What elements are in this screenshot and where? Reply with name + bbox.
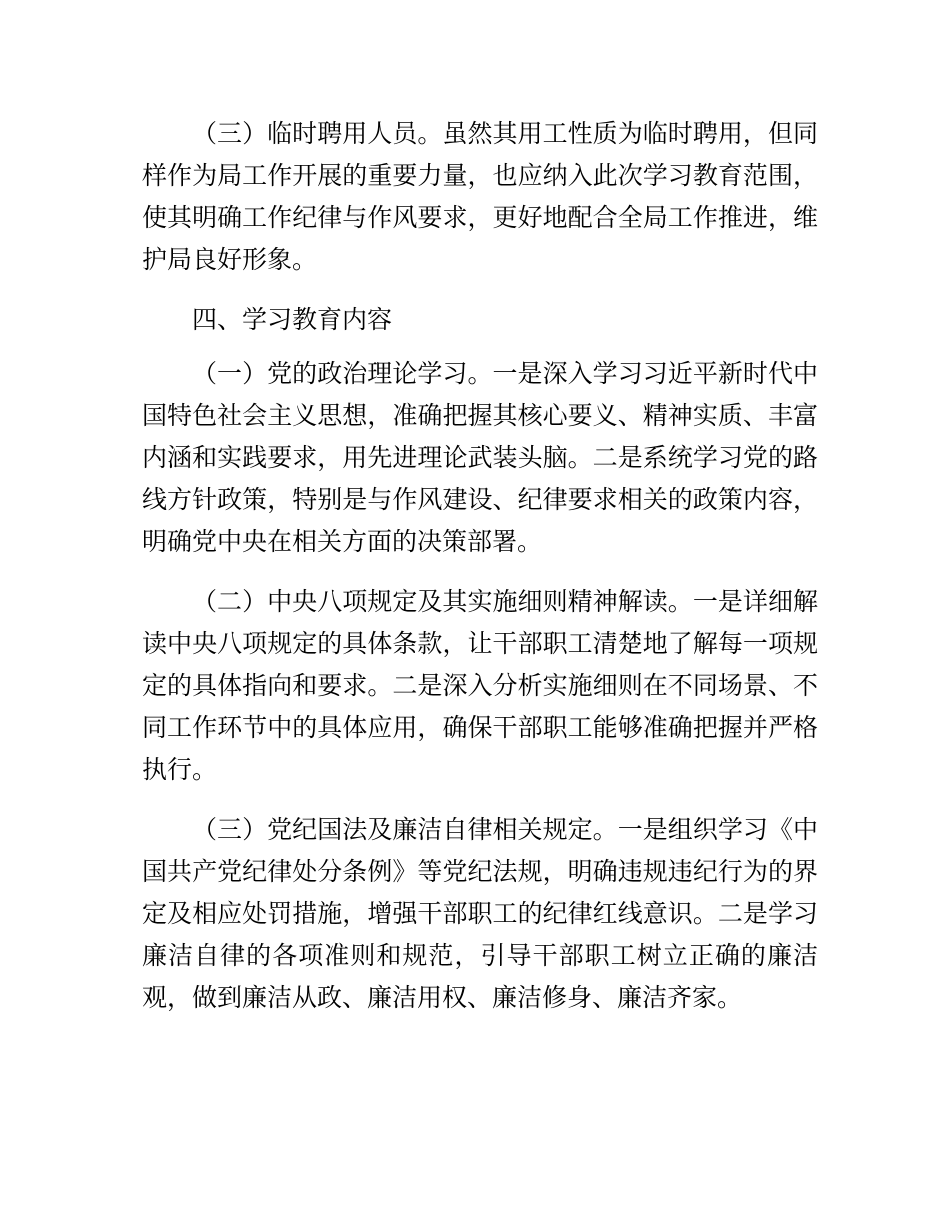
document-body bbox=[142, 113, 818, 1019]
paragraph-party-discipline-integrity: （三）党纪国法及廉洁自律相关规定。一是组织学习《中国共产党纪律处分条例》等党纪法规，明确违规违纪行为的界定及相应处罚措施，增强干部职工的纪律红线意识。二是学习廉洁自律的各项准则和规范，引导干部职工树立正确的廉洁观，做到廉洁从政、廉洁用权、廉洁修身、廉洁齐家。 bbox=[142, 816, 818, 1012]
paragraph-eight-point-regulations: （二）中央八项规定及其实施细则精神解读。一是详细解读中央八项规定的具体条款，让干部职工清楚地了解每一项规定的具体指向和要求。二是深入分析实施细则在不同场景、不同工作环节中的具体应用，确保干部职工能够准确把握并严格执行。 bbox=[142, 588, 818, 784]
section-heading-study-education-content: 四、学习教育内容 bbox=[192, 306, 393, 334]
paragraph-temporary-staff: （三）临时聘用人员。虽然其用工性质为临时聘用，但同样作为局工作开展的重要力量，也应纳入此次学习教育范围，使其明确工作纪律与作风要求，更好地配合全局工作推进，维护局良好形象。 bbox=[142, 120, 818, 274]
paragraph-political-theory-study: （一）党的政治理论学习。一是深入学习习近平新时代中国特色社会主义思想，准确把握其核心要义、精神实质、丰富内涵和实践要求，用先进理论武装头脑。二是系统学习党的路线方针政策，特别是与作风建设、纪律要求相关的政策内容，明确党中央在相关方面的决策部署。 bbox=[142, 360, 818, 556]
